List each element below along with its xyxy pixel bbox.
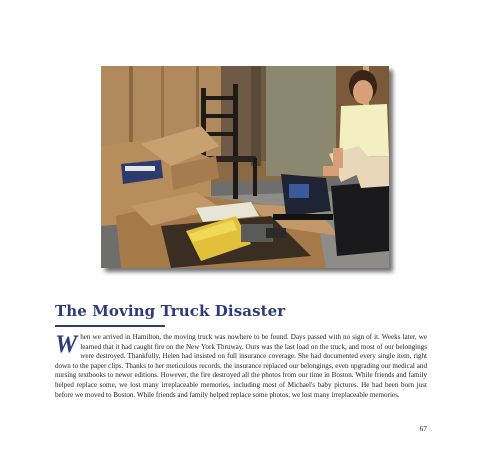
photo-image <box>101 66 389 268</box>
article-title: The Moving Truck Disaster <box>55 302 286 320</box>
drop-cap: W <box>55 331 78 358</box>
title-underline <box>55 325 165 327</box>
article-body-text: hen we arrived in Hamilton, the moving truck was nowhere to be found. Days passed with no sign of it. Weeks later, we learned that it had caught fire on the New York Thruway. Ours was the last load on the truck, and most of our belongings were destroyed. Thankfully, Helen had insisted on full insurance coverage. She had documented every single item, right down to the paper clips. Thanks to her meticulous records, the insurance replaced our belongings, even upgrading our medical and nursing textbooks to newer editions. However, the fire destroyed all the photos from our time in Boston. While friends and family helped replace some, we lost many irreplaceable memories, including most of Michael's baby pictures. He had been born just before we moved to Boston. While friends and family helped replace some photos, we lost many irreplaceable memories. <box>55 333 427 399</box>
page-number: 67 <box>419 424 427 433</box>
photo-moving-boxes <box>101 66 389 268</box>
article-body <box>55 333 427 400</box>
